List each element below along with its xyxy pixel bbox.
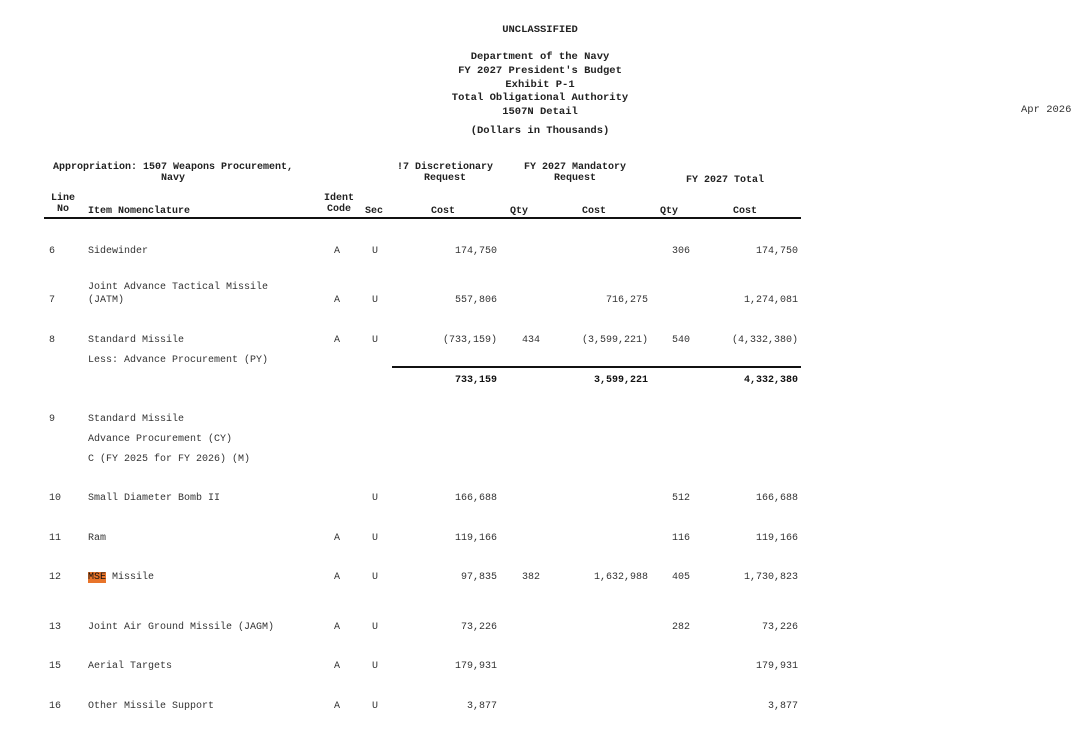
item-subline: Less: Advance Procurement (PY) [88,355,269,366]
subtotal-rule [392,366,801,368]
item-name-rest: Missile [106,572,155,583]
header-line-toa: Total Obligational Authority [451,92,629,104]
total-cost: 166,688 [755,493,798,504]
sec-code: U [372,572,379,583]
discretionary-header-line1: !7 Discretionary [396,162,493,173]
header-rule [44,217,801,219]
mandatory-header-line1: FY 2027 Mandatory [523,162,627,173]
line-header-line1: Line [50,193,75,204]
item-nomenclature-header: Item Nomenclature [88,206,191,217]
ident-code-header [320,193,358,215]
item-name: Standard Missile [88,414,185,425]
sec-header: Sec [365,206,384,217]
report-date: Apr 2026 [1021,104,1072,116]
subtotal-total-cost: 4,332,380 [743,375,798,386]
disc-cost: 97,835 [460,572,497,583]
total-qty: 512 [671,493,690,504]
disc-cost: 73,226 [460,622,497,633]
line-number: 7 [48,295,55,306]
line-number: 8 [48,335,55,346]
total-qty: 306 [671,246,690,257]
mandatory-group-header [510,162,640,184]
sec-code: U [372,533,379,544]
appropriation-title-line1: Appropriation: 1507 Weapons Procurement, [52,162,294,173]
ident-code: A [334,295,341,306]
total-qty: 540 [671,335,690,346]
item-subline: Advance Procurement (CY) [88,434,233,445]
mand-cost: (3,599,221) [581,335,648,346]
item-name: Standard Missile [88,335,185,346]
line-number: 10 [48,493,61,504]
sec-code: U [372,493,379,504]
item-name [88,572,154,583]
header-line-dept: Department of the Navy [470,51,610,63]
sec-code: U [372,246,379,257]
mandatory-header-line2: Request [553,173,596,184]
total-qty: 116 [671,533,690,544]
disc-cost: 119,166 [454,533,497,544]
item-name: Sidewinder [88,246,149,257]
line-number: 16 [48,701,61,712]
line-number: 6 [48,246,55,257]
total-cost: 73,226 [761,622,798,633]
total-group-header: FY 2027 Total [685,175,764,186]
item-subline-2: C (FY 2025 for FY 2026) (M) [88,454,251,465]
total-qty: 282 [671,622,690,633]
subtotal-disc-cost: 733,159 [454,375,497,386]
ident-code: A [334,661,341,672]
mand-cost: 1,632,988 [593,572,648,583]
total-cost-header: Cost [733,206,758,217]
ident-code: A [334,572,341,583]
disc-cost: 179,931 [454,661,497,672]
disc-cost: (733,159) [442,335,497,346]
item-name: Ram [88,533,107,544]
item-name: Other Missile Support [88,701,215,712]
total-cost: 174,750 [755,246,798,257]
ident-code: A [334,246,341,257]
item-name: Joint Air Ground Missile (JAGM) [88,622,275,633]
highlighted-term: MSE [88,572,107,583]
sec-code: U [372,661,379,672]
ident-header-line1: Ident [323,193,354,204]
total-cost: 3,877 [767,701,798,712]
line-number: 11 [48,533,61,544]
mand-cost-header: Cost [582,206,607,217]
appropriation-title [38,162,308,184]
total-cost: 1,274,081 [743,295,798,306]
line-number: 12 [48,572,61,583]
mand-qty: 434 [521,335,540,346]
item-name: Joint Advance Tactical Missile [88,282,269,293]
header-line-budget: FY 2027 President's Budget [458,65,622,77]
sec-code: U [372,701,379,712]
total-cost: 179,931 [755,661,798,672]
sec-code: U [372,622,379,633]
disc-cost: 174,750 [454,246,497,257]
sec-code: U [372,335,379,346]
ident-code: A [334,335,341,346]
ident-code: A [334,701,341,712]
disc-cost: 166,688 [454,493,497,504]
appropriation-title-line2: Navy [160,173,185,184]
ident-code: A [334,533,341,544]
disc-cost-header: Cost [431,206,456,217]
total-cost: 119,166 [755,533,798,544]
mand-cost: 716,275 [605,295,648,306]
item-name-continued: (JATM) [88,295,125,306]
sec-code: U [372,295,379,306]
subtotal-mand-cost: 3,599,221 [593,375,648,386]
mand-qty: 382 [521,572,540,583]
discretionary-group-header [385,162,505,184]
item-name: Small Diameter Bomb II [88,493,221,504]
line-no-header [46,193,80,215]
classification-label: UNCLASSIFIED [502,24,578,36]
disc-cost: 3,877 [466,701,497,712]
total-cost: (4,332,380) [731,335,798,346]
total-qty: 405 [671,572,690,583]
ident-header-line2: Code [326,204,351,215]
total-cost: 1,730,823 [743,572,798,583]
header-units: (Dollars in Thousands) [470,125,610,137]
line-number: 13 [48,622,61,633]
disc-cost: 557,806 [454,295,497,306]
mand-qty-header: Qty [510,206,529,217]
header-line-detail: 1507N Detail [502,106,578,118]
line-number: 9 [48,414,55,425]
total-qty-header: Qty [660,206,679,217]
ident-code: A [334,622,341,633]
line-header-line2: No [56,204,69,215]
line-number: 15 [48,661,61,672]
header-line-exhibit: Exhibit P-1 [505,79,575,91]
item-name: Aerial Targets [88,661,173,672]
discretionary-header-line2: Request [423,173,466,184]
